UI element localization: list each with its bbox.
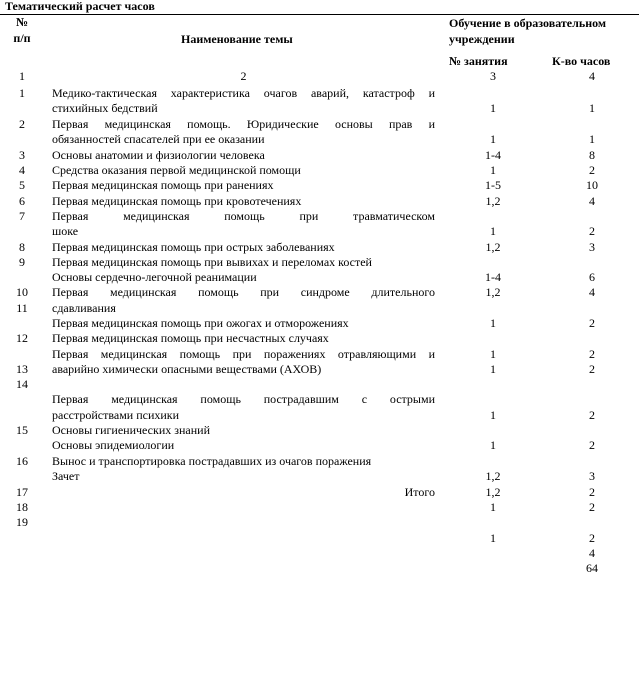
row-number: 14 <box>16 377 28 391</box>
lesson-cell: 1,2 <box>485 240 501 254</box>
hours-cell: 2 <box>589 316 595 330</box>
lesson-cell: 1 <box>490 531 496 545</box>
hours-cell: 2 <box>589 224 595 238</box>
header-rule <box>0 14 639 15</box>
lesson-cell: 1 <box>490 224 496 238</box>
header-training-line2: учреждении <box>449 32 515 46</box>
hours-cell: 10 <box>586 178 598 192</box>
topic-line: Первая медицинская помощь при ожогах и отморожениях <box>52 316 349 330</box>
topic-line: Средства оказания первой медицинской помощи <box>52 163 301 177</box>
hours-cell: 2 <box>589 408 595 422</box>
hours-cell: 2 <box>589 485 595 499</box>
row-number: 13 <box>16 362 28 376</box>
topic-line: Первая медицинская помощь. Юридические основы прав и <box>52 117 435 131</box>
lesson-cell: 1 <box>490 500 496 514</box>
page-title: Тематический расчет часов <box>5 0 155 13</box>
lesson-cell: 1 <box>490 408 496 422</box>
topic-line: Вынос и транспортировка пострадавших из очагов поражения <box>52 454 372 468</box>
topic-line: Первая медицинская помощь пострадавшим с острыми <box>52 392 435 406</box>
lesson-cell: 1 <box>490 101 496 115</box>
header-hours: К-во часов <box>552 54 611 68</box>
col-number: 3 <box>490 69 496 83</box>
header-lesson-no: № занятия <box>449 54 508 68</box>
row-number: 16 <box>16 454 28 468</box>
lesson-cell: 1-4 <box>485 270 501 284</box>
topic-line: Первая медицинская помощь при синдроме длительного <box>52 285 435 299</box>
topic-line: Первая медицинская помощь при ранениях <box>52 178 274 192</box>
row-number: 17 <box>16 485 28 499</box>
hours-cell: 2 <box>589 531 595 545</box>
lesson-cell: 1,2 <box>485 485 501 499</box>
hours-cell: 1 <box>589 101 595 115</box>
hours-cell: 2 <box>589 362 595 376</box>
row-number: 7 <box>19 209 25 223</box>
hours-total: 64 <box>586 561 598 575</box>
lesson-cell: 1 <box>490 362 496 376</box>
hours-cell: 4 <box>589 285 595 299</box>
lesson-cell: 1 <box>490 438 496 452</box>
topic-line: Первая медицинская помощь при острых заболеваниях <box>52 240 335 254</box>
topic-line: шоке <box>52 224 79 238</box>
col-number: 2 <box>240 69 247 83</box>
row-number: 10 <box>16 285 28 299</box>
lesson-cell: 1 <box>490 132 496 146</box>
hours-cell: 6 <box>589 270 595 284</box>
row-number: 19 <box>16 515 28 529</box>
lesson-cell: 1,2 <box>485 469 501 483</box>
row-number: 3 <box>19 148 25 162</box>
hours-cell: 2 <box>589 500 595 514</box>
header-num-line2: п/п <box>13 31 31 45</box>
row-number: 18 <box>16 500 28 514</box>
hours-cell: 3 <box>589 469 595 483</box>
hours-cell: 4 <box>589 194 595 208</box>
topic-line: Основы гигиенических знаний <box>52 423 210 437</box>
header-training-line1: Обучение в образовательном <box>449 16 607 30</box>
hours-cell: 2 <box>589 347 595 361</box>
col-number: 1 <box>19 69 25 83</box>
topic-line: Зачет <box>52 469 80 483</box>
hours-cell: 8 <box>589 148 595 162</box>
lesson-cell: 1-4 <box>485 148 501 162</box>
row-number: 6 <box>19 194 25 208</box>
topic-line: Медико-тактическая характеристика очагов аварий, катастроф и <box>52 86 435 100</box>
hours-cell: 4 <box>589 546 595 560</box>
topic-line: Первая медицинская помощь при поражениях отравляющими и <box>52 347 435 361</box>
header-num-line1: № <box>15 15 29 29</box>
row-number: 1 <box>19 86 25 100</box>
lesson-cell: 1,2 <box>485 285 501 299</box>
header-topic: Наименование темы <box>181 32 293 46</box>
row-number: 5 <box>19 178 25 192</box>
row-number: 8 <box>19 240 25 254</box>
topic-line: расстройствами психики <box>52 408 180 422</box>
row-number: 15 <box>16 423 28 437</box>
topic-line: Основы эпидемиологии <box>52 438 175 452</box>
hours-cell: 2 <box>589 163 595 177</box>
lesson-cell: 1 <box>490 316 496 330</box>
topic-line: обязанностей спасателей при ее оказании <box>52 132 265 146</box>
hours-cell: 2 <box>589 438 595 452</box>
lesson-cell: 1,2 <box>485 194 501 208</box>
lesson-cell: 1-5 <box>485 178 501 192</box>
topic-line: Первая медицинская помощь при кровотечениях <box>52 194 302 208</box>
topic-line: Основы сердечно-легочной реанимации <box>52 270 257 284</box>
topic-line: аварийно химически опасными веществами (АХОВ) <box>52 362 322 376</box>
lesson-cell: 1 <box>490 347 496 361</box>
row-number: 11 <box>16 301 28 315</box>
topic-line: Первая медицинская помощь при несчастных случаях <box>52 331 329 345</box>
topic-line: Основы анатомии и физиологии человека <box>52 148 265 162</box>
row-number: 4 <box>19 163 25 177</box>
row-number: 9 <box>19 255 25 269</box>
hours-cell: 3 <box>589 240 595 254</box>
row-number: 12 <box>16 331 28 345</box>
lesson-cell: 1 <box>490 163 496 177</box>
topic-line: Первая медицинская помощь при травматическом <box>52 209 435 223</box>
topic-line: сдавливания <box>52 301 116 315</box>
total-label: Итого <box>404 485 435 499</box>
col-number: 4 <box>589 69 595 83</box>
topic-line: стихийных бедствий <box>52 101 158 115</box>
topic-line: Первая медицинская помощь при вывихах и переломах костей <box>52 255 372 269</box>
row-number: 2 <box>19 117 25 131</box>
hours-cell: 1 <box>589 132 595 146</box>
